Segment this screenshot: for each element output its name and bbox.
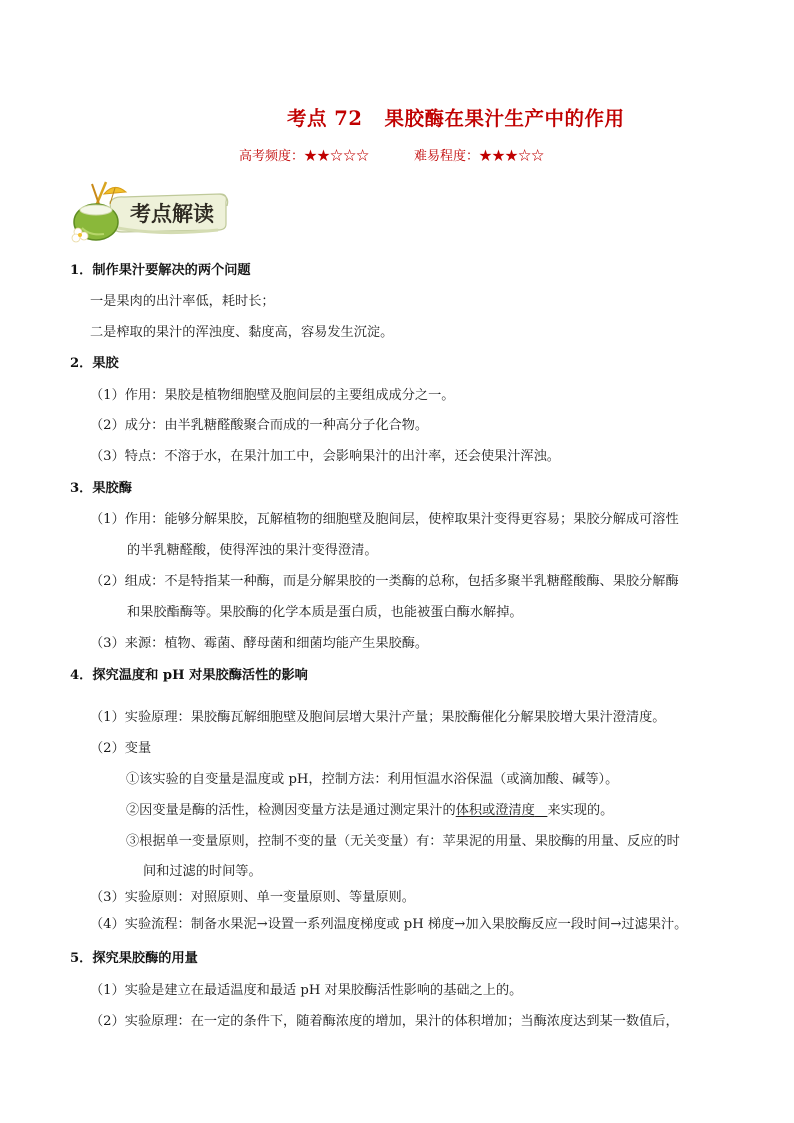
difficulty-stars [479,149,544,164]
section-2-line-3: （3）特点：不溶于水，在果汁加工中，会影响果汁的出汁率，还会使果汁浑浊。 [90,449,560,464]
section-5-line-2: （2）实验原理：在一定的条件下，随着酶浓度的增加，果汁的体积增加；当酶浓度达到某一数值后， [90,1014,679,1029]
underlined-answer: 体积或澄清度 [455,803,535,818]
star-empty-icon: ☆ [330,149,344,164]
difficulty-label: 难易程度： [414,149,480,164]
section-4-line-2: （2）变量 [90,741,152,756]
section-5-heading: 5．探究果胶酶的用量 [70,951,198,966]
difficulty-level [414,145,544,164]
section-2-line-2: （2）成分：由半乳糖醛酸聚合而成的一种高分子化合物。 [90,418,429,433]
section-3-line-2: 的半乳糖醛酸，使得浑浊的果汁变得澄清。 [127,543,378,558]
section-4-line-4 [126,799,613,818]
star-empty-icon: ☆ [343,149,357,164]
underline-gap [535,803,548,818]
section-5-line-1: （1）实验是建立在最适温度和最适 pH 对果胶酶活性影响的基础之上的。 [90,983,523,998]
star-filled-icon: ★ [304,149,318,164]
section-4-line-6: 间和过滤的时间等。 [143,864,262,879]
section-3-line-1: （1）作用：能够分解果胶，瓦解植物的细胞壁及胞间层，使榨取果汁变得更容易；果胶分解成可溶性 [90,512,679,527]
section-4-heading: 4．探究温度和 pH 对果胶酶活性的影响 [70,668,308,683]
star-filled-icon: ★ [479,149,493,164]
section-4-line-7: （3）实验原则：对照原则、单一变量原则、等量原则。 [90,890,415,905]
star-filled-icon: ★ [492,149,506,164]
section-3-line-3: （2）组成：不是特指某一种酶，而是分解果胶的一类酶的总称，包括多聚半乳糖醛酸酶、果胶分解酶 [90,574,679,589]
topic-title: 果胶酶在果汁生产中的作用 [384,107,625,130]
section-badge [70,180,230,244]
section-2-heading: 2．果胶 [70,356,119,371]
section-3-line-4: 和果胶酯酶等。果胶酶的化学本质是蛋白质，也能被蛋白酶水解掉。 [127,605,523,620]
star-filled-icon: ★ [505,149,519,164]
section-1-heading: 1．制作果汁要解决的两个问题 [70,263,251,278]
badge-label: 考点解读 [130,202,214,226]
section-1-line-2: 二是榨取的果汁的浑浊度、黏度高，容易发生沉淀。 [90,325,394,340]
star-empty-icon: ☆ [531,149,545,164]
section-4-line-3: ①该实验的自变量是温度或 pH，控制方法：利用恒温水浴保温（或滴加酸、碱等）。 [126,772,619,787]
section-4-line-4-end: 来实现的。 [547,803,614,818]
frequency-stars [304,149,369,164]
exam-frequency [239,145,369,164]
section-4-line-4-text: ②因变量是酶的活性，检测因变量方法是通过测定果汁的 [126,803,456,818]
topic-code: 考点 72 [287,107,363,130]
section-3-line-5: （3）来源：植物、霉菌、酵母菌和细菌均能产生果胶酶。 [90,636,429,651]
star-empty-icon: ☆ [518,149,532,164]
star-empty-icon: ☆ [356,149,370,164]
coconut-badge-graphic [70,180,230,244]
section-4-line-8: （4）实验流程：制备水果泥→设置一系列温度梯度或 pH 梯度→加入果胶酶反应一段时间→过滤果汁。 [90,917,688,932]
section-3-heading: 3．果胶酶 [70,481,132,496]
section-4-line-5: ③根据单一变量原则，控制不变的量（无关变量）有：苹果泥的用量、果胶酶的用量、反应的时 [126,834,680,849]
frequency-label: 高考频度： [239,149,305,164]
star-filled-icon: ★ [317,149,331,164]
section-2-line-1: （1）作用：果胶是植物细胞壁及胞间层的主要组成成分之一。 [90,388,455,403]
section-1-line-1: 一是果肉的出汁率低，耗时长； [90,294,275,309]
page-title [287,103,624,131]
section-4-line-1: （1）实验原理：果胶酶瓦解细胞壁及胞间层增大果汁产量；果胶酶催化分解果胶增大果汁澄清度。 [90,710,666,725]
